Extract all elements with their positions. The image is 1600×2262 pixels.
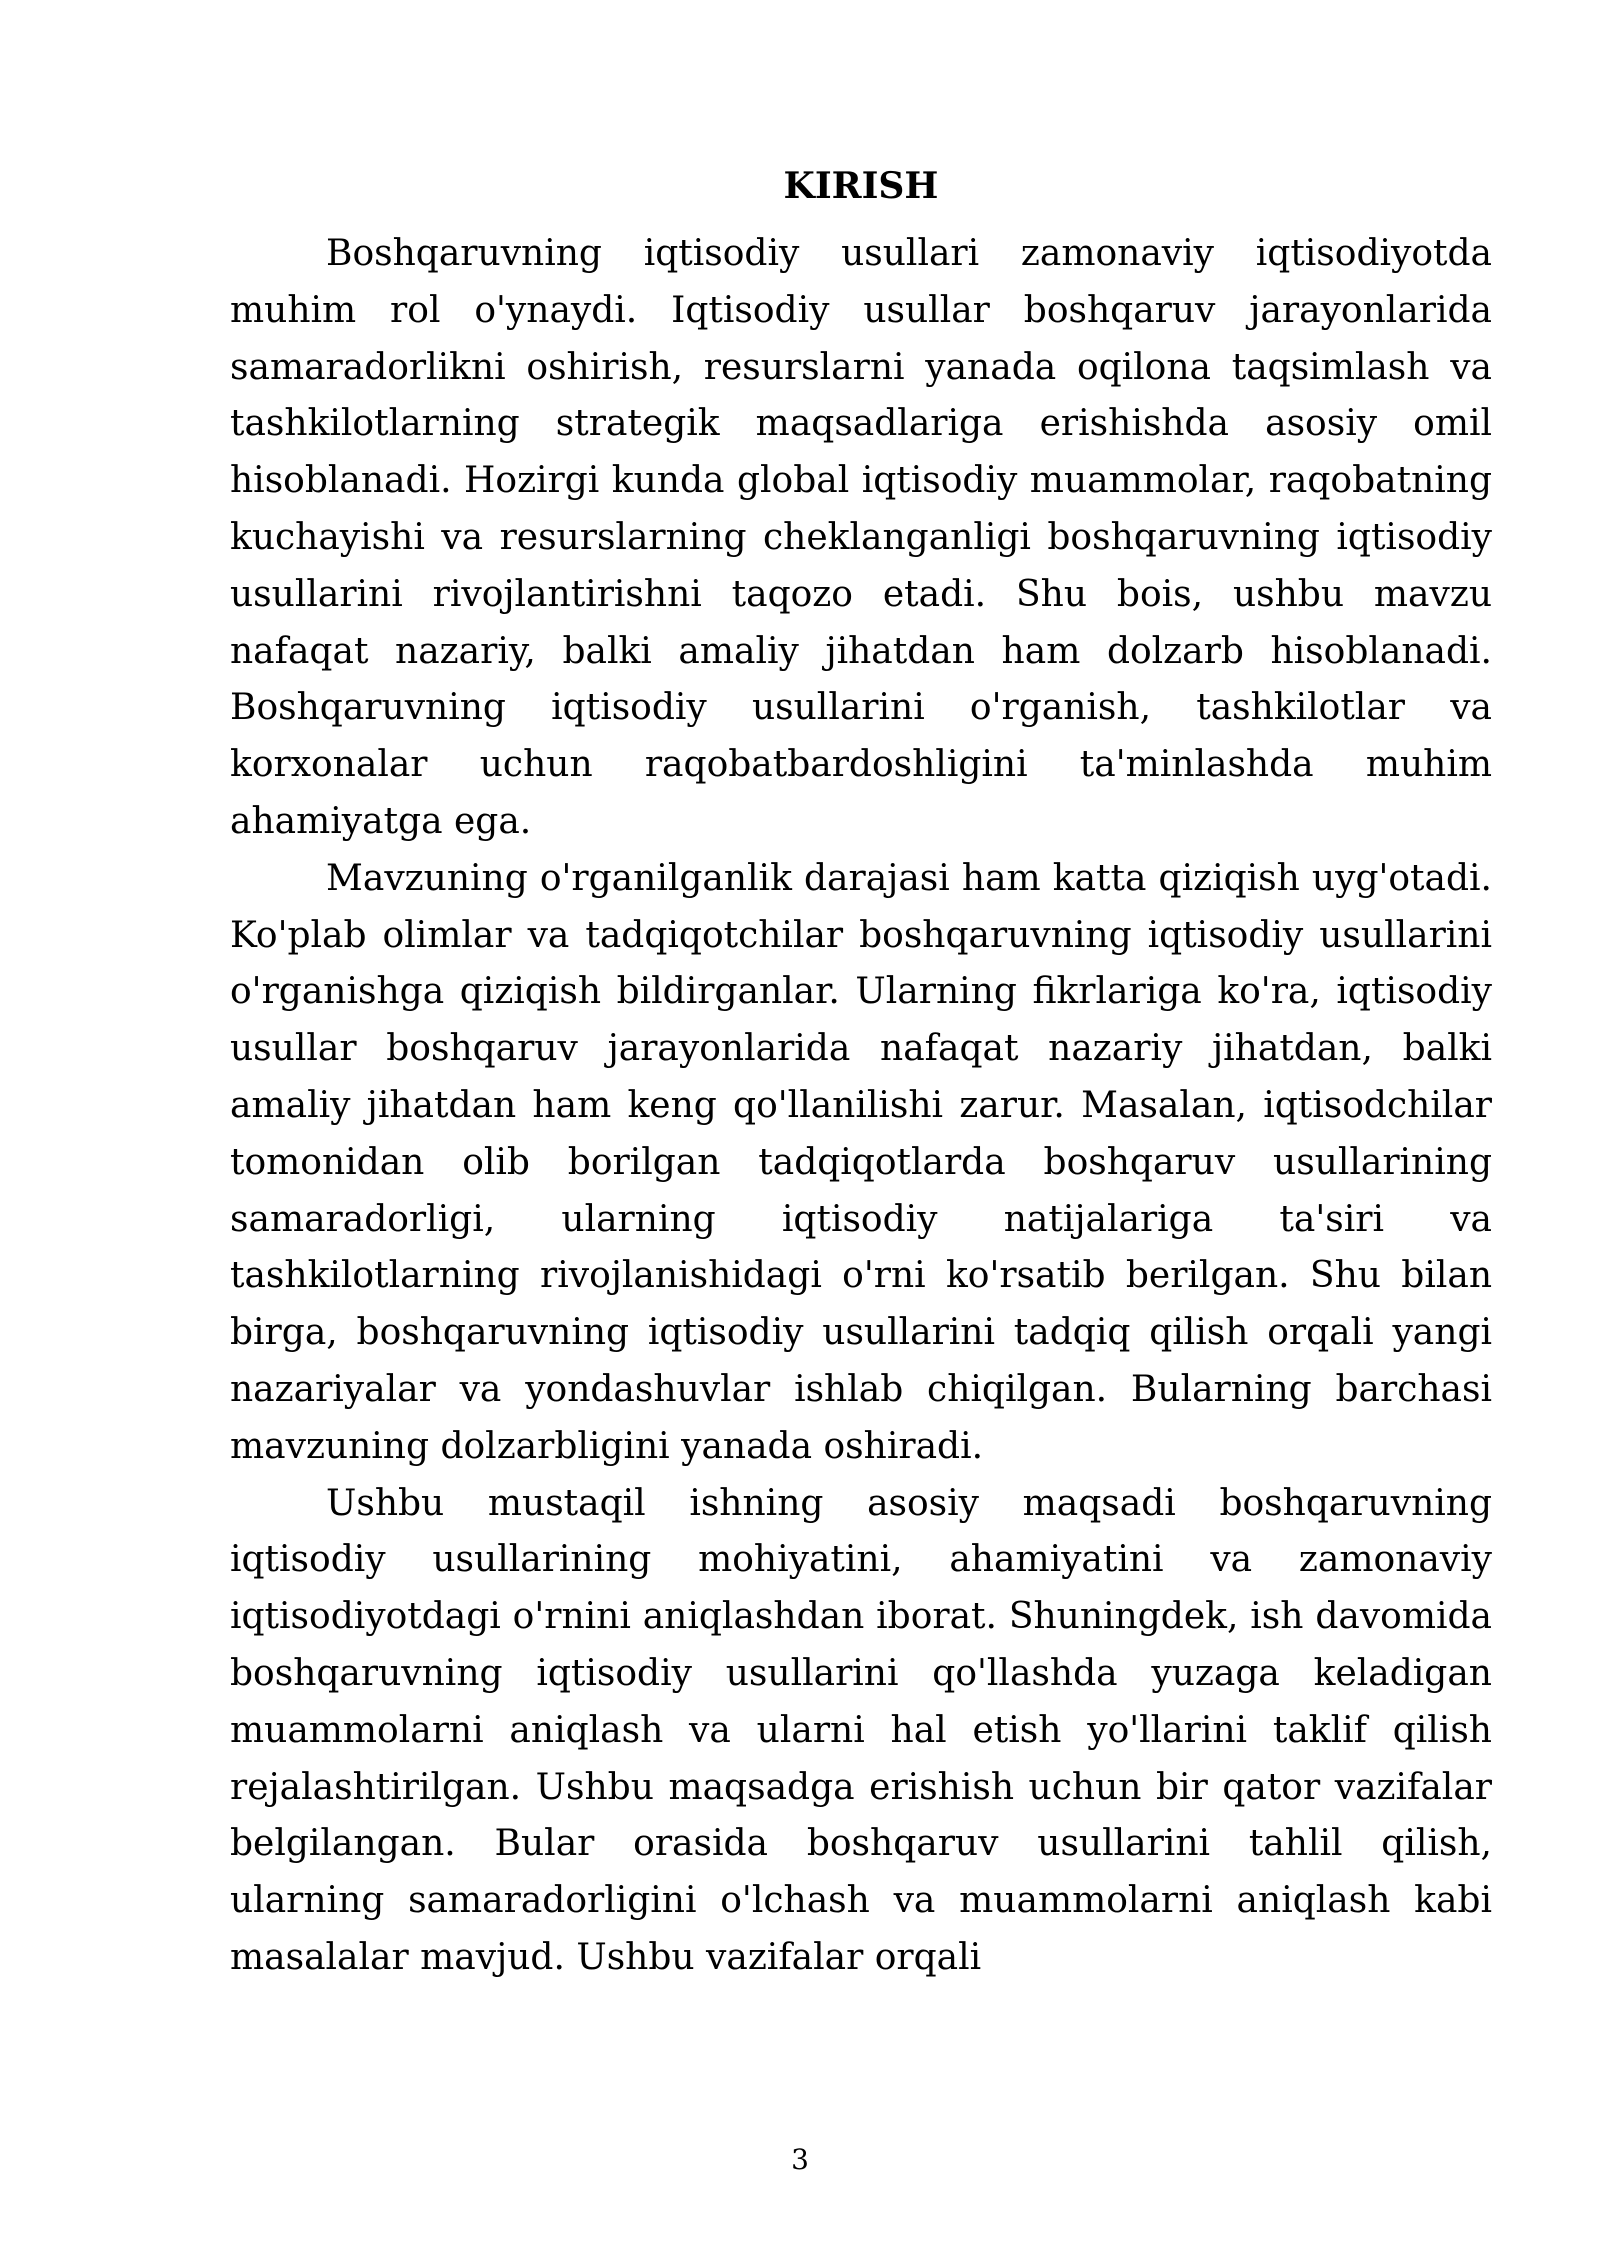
paragraph-1: Boshqaruvning iqtisodiy usullari zamonaviy iqtisodiyotda muhim rol o'ynaydi. Iqtisodiy usullar boshqaruv jarayonlarida samaradorlikni oshirish, resurslarni yanada oqilona taqsimlash va tashkilotlarning strategik maqsadlariga erishishda asosiy omil hisoblanadi. Hozirgi kunda global iqtisodiy muammolar, raqobatning kuchayishi va resurslarning cheklanganligi boshqaruvning iqtisodiy usullarini rivojlantirishni taqozo etadi. Shu bois, ushbu mavzu nafaqat nazariy, balki amaliy jihatdan ham dolzarb hisoblanadi. Boshqaruvning iqtisodiy usullarini o'rganish, tashkilotlar va korxonalar uchun raqobatbardoshligini ta'minlashda muhim ahamiyatga ega. xyxy=(230,233,1492,842)
page-content xyxy=(230,158,1492,1987)
paragraph-3: Ushbu mustaqil ishning asosiy maqsadi boshqaruvning iqtisodiy usullarining mohiyatini, ahamiyatini va zamonaviy iqtisodiyotdagi o'rnini aniqlashdan iborat. Shuningdek, ish davomida boshqaruvning iqtisodiy usullarini qo'llashda yuzaga keladigan muammolarni aniqlash va ularni hal etish yo'llarini taklif qilish rejalashtirilgan. Ushbu maqsadga erishish uchun bir qator vazifalar belgilangan. Bular orasida boshqaruv usullarini tahlil qilish, ularning samaradorligini o'lchash va muammolarni aniqlash kabi masalalar mavjud. Ushbu vazifalar orqali xyxy=(230,1482,1492,1978)
paragraph-2: Mavzuning o'rganilganlik darajasi ham katta qiziqish uyg'otadi. Ko'plab olimlar va tadqiqotchilar boshqaruvning iqtisodiy usullarini o'rganishga qiziqish bildirganlar. Ularning fikrlariga ko'ra, iqtisodiy usullar boshqaruv jarayonlarida nafaqat nazariy jihatdan, balki amaliy jihatdan ham keng qo'llanilishi zarur. Masalan, iqtisodchilar tomonidan olib borilgan tadqiqotlarda boshqaruv usullarining samaradorligi, ularning iqtisodiy natijalariga ta'siri va tashkilotlarning rivojlanishidagi o'rni ko'rsatib berilgan. Shu bilan birga, boshqaruvning iqtisodiy usullarini tadqiq qilish orqali yangi nazariyalar va yondashuvlar ishlab chiqilgan. Bularning barchasi mavzuning dolzarbligini yanada oshiradi. xyxy=(230,857,1492,1467)
section-heading: KIRISH xyxy=(783,165,939,207)
page-number: 3 xyxy=(791,2143,809,2176)
